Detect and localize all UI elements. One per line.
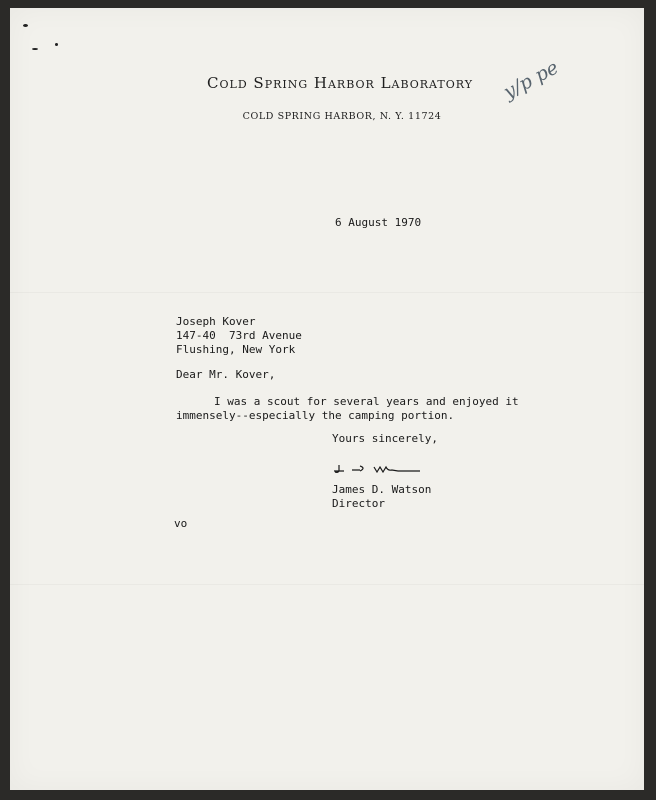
letter-page: [10, 8, 644, 790]
signer-title: Director: [332, 497, 385, 510]
complimentary-closing: Yours sincerely,: [332, 432, 438, 445]
fold-line: [10, 584, 644, 585]
body-line: immensely--especially the camping portion.: [176, 409, 455, 422]
letterhead-address: COLD SPRING HARBOR, N. Y. 11724: [242, 111, 442, 122]
letterhead-title: Cold Spring Harbor Laboratory: [207, 74, 473, 92]
signature: [330, 459, 420, 477]
ink-speck: [23, 24, 28, 27]
fold-line: [10, 292, 644, 293]
recipient-name: Joseph Kover: [176, 315, 256, 328]
letter-date: 6 August 1970: [335, 216, 422, 229]
recipient-street: 147-40 73rd Avenue: [176, 329, 302, 342]
signer-name: James D. Watson: [332, 483, 432, 496]
recipient-city: Flushing, New York: [176, 343, 296, 356]
handwritten-annotation: y/p pe: [500, 56, 563, 104]
ink-speck: [55, 43, 58, 46]
salutation: Dear Mr. Kover,: [176, 368, 276, 381]
typist-initials: vo: [174, 517, 188, 530]
body-line: I was a scout for several years and enjoyed it: [214, 395, 519, 408]
ink-speck: [32, 48, 38, 50]
